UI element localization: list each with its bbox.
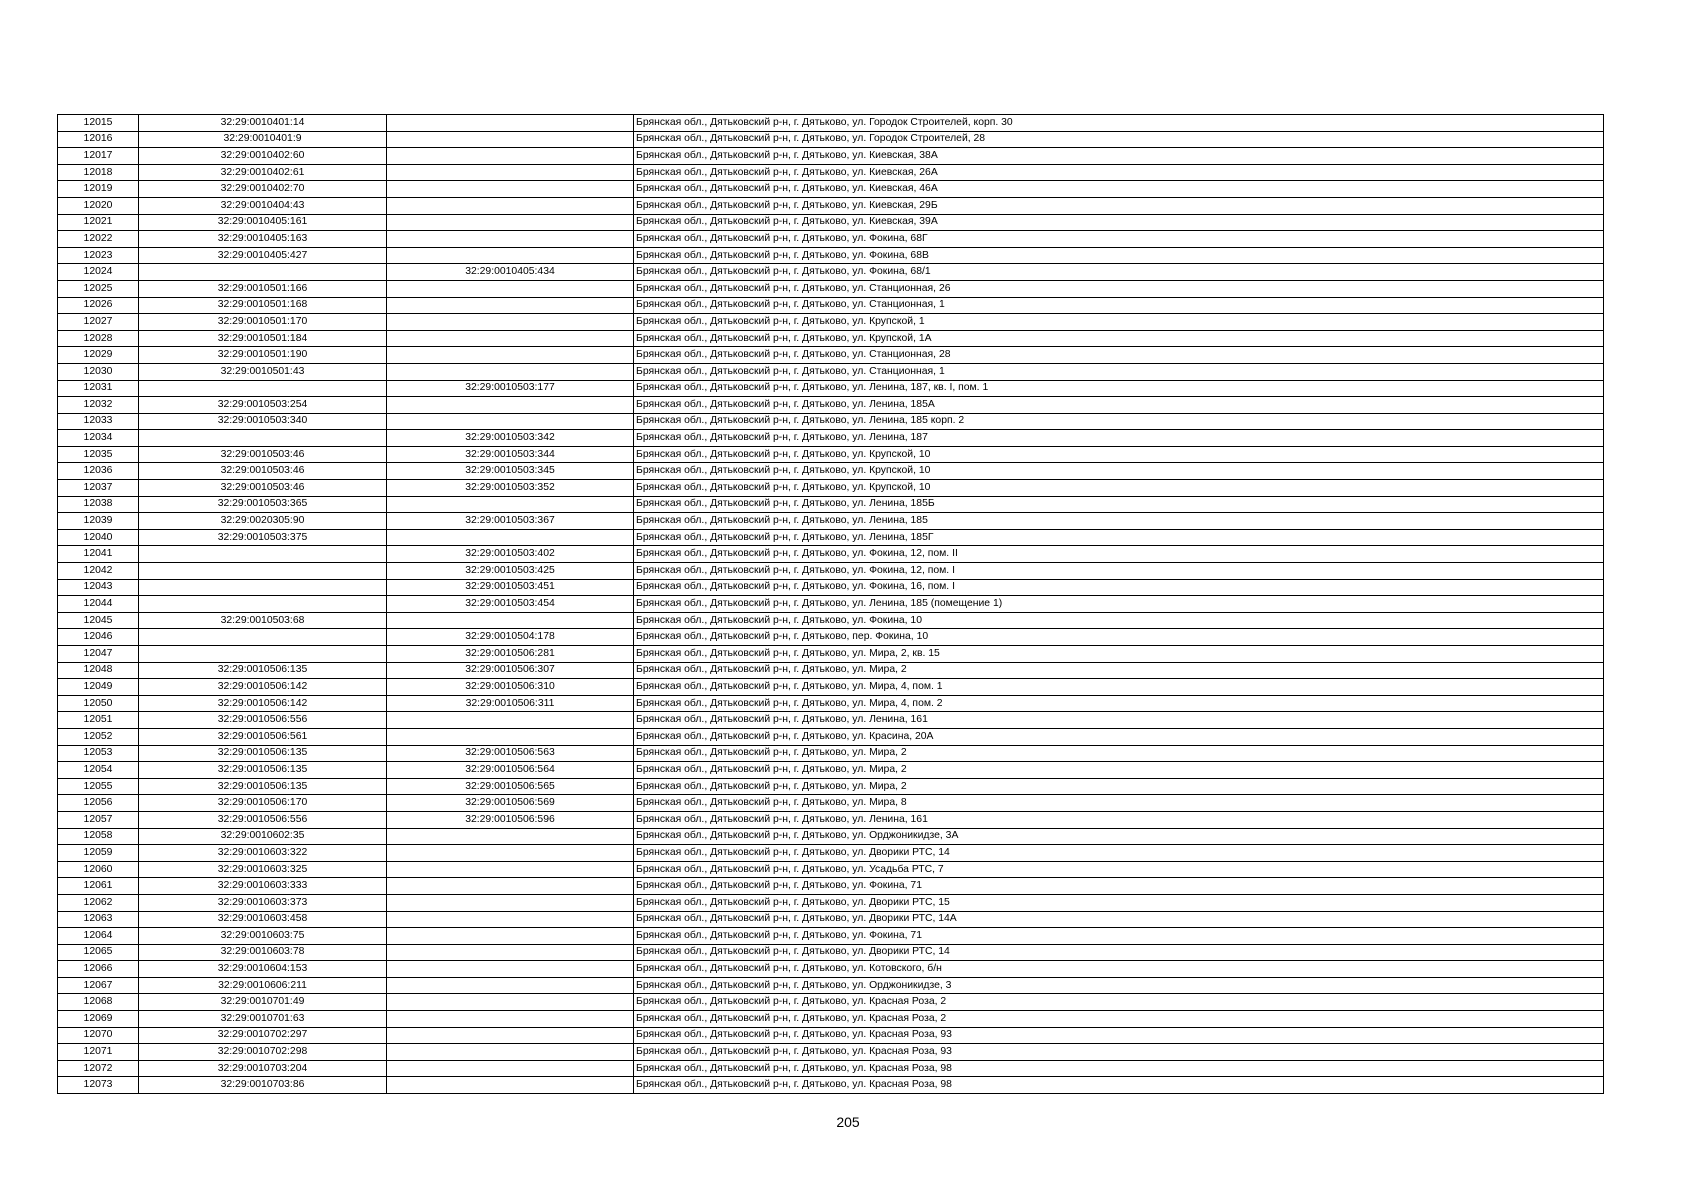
cadastral-number-land — [139, 563, 387, 580]
address: Брянская обл., Дятьковский р-н, г. Дятьково, ул. Красная Роза, 93 — [634, 1027, 1604, 1044]
cadastral-number-land: 32:29:0010503:46 — [139, 463, 387, 480]
address: Брянская обл., Дятьковский р-н, г. Дятьково, ул. Мира, 4, пом. 1 — [634, 679, 1604, 696]
address: Брянская обл., Дятьковский р-н, г. Дятьково, ул. Крупской, 1 — [634, 314, 1604, 331]
cadastral-number-object — [387, 712, 634, 729]
row-number: 12016 — [58, 131, 139, 148]
row-number: 12052 — [58, 728, 139, 745]
table-row — [58, 397, 1604, 414]
cadastral-number-object: 32:29:0010506:310 — [387, 679, 634, 696]
cadastral-number-land: 32:29:0010501:43 — [139, 363, 387, 380]
row-number: 12049 — [58, 679, 139, 696]
row-number: 12022 — [58, 231, 139, 248]
cadastral-number-land: 32:29:0010602:35 — [139, 828, 387, 845]
row-number: 12023 — [58, 247, 139, 264]
row-number: 12058 — [58, 828, 139, 845]
cadastral-number-object: 32:29:0010405:434 — [387, 264, 634, 281]
row-number: 12028 — [58, 330, 139, 347]
cadastral-number-object: 32:29:0010503:345 — [387, 463, 634, 480]
table-row — [58, 795, 1604, 812]
row-number: 12068 — [58, 994, 139, 1011]
address: Брянская обл., Дятьковский р-н, г. Дятьково, ул. Мира, 8 — [634, 795, 1604, 812]
table-row — [58, 845, 1604, 862]
row-number: 12059 — [58, 845, 139, 862]
cadastral-number-land: 32:29:0010603:78 — [139, 944, 387, 961]
row-number: 12072 — [58, 1060, 139, 1077]
cadastral-number-object — [387, 413, 634, 430]
table-row — [58, 363, 1604, 380]
cadastral-number-land: 32:29:0010506:561 — [139, 728, 387, 745]
table-row — [58, 861, 1604, 878]
cadastral-number-land: 32:29:0010501:168 — [139, 297, 387, 314]
cadastral-number-object: 32:29:0010503:342 — [387, 430, 634, 447]
cadastral-number-object: 32:29:0010506:569 — [387, 795, 634, 812]
address: Брянская обл., Дятьковский р-н, г. Дятьково, ул. Дворики РТС, 14 — [634, 944, 1604, 961]
table-body — [58, 115, 1604, 1094]
row-number: 12017 — [58, 148, 139, 165]
address: Брянская обл., Дятьковский р-н, г. Дятьково, ул. Ленина, 185Б — [634, 496, 1604, 513]
address: Брянская обл., Дятьковский р-н, г. Дятьково, ул. Городок Строителей, 28 — [634, 131, 1604, 148]
table-row — [58, 961, 1604, 978]
address: Брянская обл., Дятьковский р-н, г. Дятьково, ул. Фокина, 16, пом. I — [634, 579, 1604, 596]
row-number: 12041 — [58, 546, 139, 563]
address: Брянская обл., Дятьковский р-н, г. Дятьково, ул. Фокина, 12, пом. II — [634, 546, 1604, 563]
cadastral-number-land: 32:29:0010501:166 — [139, 280, 387, 297]
row-number: 12025 — [58, 280, 139, 297]
row-number: 12062 — [58, 894, 139, 911]
cadastral-number-land: 32:29:0010501:190 — [139, 347, 387, 364]
table-row — [58, 115, 1604, 132]
cadastral-number-object — [387, 115, 634, 132]
cadastral-number-land: 32:29:0010603:333 — [139, 878, 387, 895]
table-row — [58, 944, 1604, 961]
cadastral-number-object — [387, 1044, 634, 1061]
cadastral-number-object — [387, 961, 634, 978]
cadastral-number-object — [387, 330, 634, 347]
cadastral-number-object — [387, 363, 634, 380]
address: Брянская обл., Дятьковский р-н, г. Дятьково, ул. Ленина, 185Г — [634, 529, 1604, 546]
cadastral-number-object — [387, 728, 634, 745]
row-number: 12039 — [58, 513, 139, 530]
cadastral-number-object — [387, 529, 634, 546]
address: Брянская обл., Дятьковский р-н, г. Дятьково, ул. Мира, 2 — [634, 778, 1604, 795]
row-number: 12050 — [58, 695, 139, 712]
cadastral-number-object — [387, 131, 634, 148]
row-number: 12038 — [58, 496, 139, 513]
address: Брянская обл., Дятьковский р-н, г. Дятьково, ул. Дворики РТС, 14 — [634, 845, 1604, 862]
cadastral-number-land: 32:29:0010506:170 — [139, 795, 387, 812]
row-number: 12048 — [58, 662, 139, 679]
row-number: 12015 — [58, 115, 139, 132]
table-row — [58, 1027, 1604, 1044]
cadastral-number-object — [387, 977, 634, 994]
row-number: 12063 — [58, 911, 139, 928]
cadastral-number-land: 32:29:0010402:61 — [139, 164, 387, 181]
cadastral-number-land: 32:29:0010503:365 — [139, 496, 387, 513]
cadastral-number-object — [387, 164, 634, 181]
table-row — [58, 894, 1604, 911]
row-number: 12024 — [58, 264, 139, 281]
cadastral-number-land: 32:29:0010405:163 — [139, 231, 387, 248]
table-row — [58, 430, 1604, 447]
cadastral-number-land — [139, 430, 387, 447]
cadastral-number-land: 32:29:0010506:142 — [139, 679, 387, 696]
row-number: 12037 — [58, 480, 139, 497]
table-row — [58, 231, 1604, 248]
address: Брянская обл., Дятьковский р-н, г. Дятьково, ул. Усадьба РТС, 7 — [634, 861, 1604, 878]
address: Брянская обл., Дятьковский р-н, г. Дятьково, ул. Красная Роза, 2 — [634, 994, 1604, 1011]
row-number: 12036 — [58, 463, 139, 480]
table-row — [58, 928, 1604, 945]
address: Брянская обл., Дятьковский р-н, г. Дятьково, ул. Фокина, 10 — [634, 612, 1604, 629]
address: Брянская обл., Дятьковский р-н, г. Дятьково, ул. Киевская, 29Б — [634, 197, 1604, 214]
row-number: 12035 — [58, 446, 139, 463]
table-row — [58, 1044, 1604, 1061]
cadastral-number-land: 32:29:0010503:68 — [139, 612, 387, 629]
cadastral-number-object: 32:29:0010503:177 — [387, 380, 634, 397]
cadastral-number-object — [387, 297, 634, 314]
address: Брянская обл., Дятьковский р-н, г. Дятьково, ул. Киевская, 39А — [634, 214, 1604, 231]
cadastral-number-land: 32:29:0010603:373 — [139, 894, 387, 911]
row-number: 12073 — [58, 1077, 139, 1094]
address: Брянская обл., Дятьковский р-н, г. Дятьково, ул. Красная Роза, 98 — [634, 1077, 1604, 1094]
cadastral-number-land — [139, 380, 387, 397]
row-number: 12029 — [58, 347, 139, 364]
table-row — [58, 994, 1604, 1011]
cadastral-number-object: 32:29:0010503:454 — [387, 596, 634, 613]
address: Брянская обл., Дятьковский р-н, г. Дятьково, ул. Ленина, 185 корп. 2 — [634, 413, 1604, 430]
row-number: 12051 — [58, 712, 139, 729]
row-number: 12046 — [58, 629, 139, 646]
cadastral-number-object — [387, 214, 634, 231]
address: Брянская обл., Дятьковский р-н, г. Дятьково, ул. Городок Строителей, корп. 30 — [634, 115, 1604, 132]
address: Брянская обл., Дятьковский р-н, г. Дятьково, ул. Фокина, 12, пом. I — [634, 563, 1604, 580]
row-number: 12021 — [58, 214, 139, 231]
cadastral-number-land: 32:29:0010503:340 — [139, 413, 387, 430]
table-row — [58, 662, 1604, 679]
cadastral-number-land: 32:29:0010506:556 — [139, 811, 387, 828]
cadastral-number-land: 32:29:0010603:322 — [139, 845, 387, 862]
row-number: 12057 — [58, 811, 139, 828]
cadastral-number-object: 32:29:0010503:451 — [387, 579, 634, 596]
cadastral-number-object — [387, 181, 634, 198]
table-row — [58, 148, 1604, 165]
address: Брянская обл., Дятьковский р-н, г. Дятьково, ул. Ленина, 187, кв. I, пом. 1 — [634, 380, 1604, 397]
cadastral-number-land: 32:29:0010503:46 — [139, 446, 387, 463]
table-row — [58, 1011, 1604, 1028]
table-row — [58, 446, 1604, 463]
cadastral-number-object — [387, 894, 634, 911]
cadastral-register-table — [57, 114, 1604, 1094]
address: Брянская обл., Дятьковский р-н, г. Дятьково, ул. Фокина, 71 — [634, 878, 1604, 895]
cadastral-number-land: 32:29:0010501:170 — [139, 314, 387, 331]
cadastral-number-object — [387, 280, 634, 297]
table-row — [58, 712, 1604, 729]
table-row — [58, 197, 1604, 214]
address: Брянская обл., Дятьковский р-н, г. Дятьково, ул. Дворики РТС, 15 — [634, 894, 1604, 911]
address: Брянская обл., Дятьковский р-н, г. Дятьково, ул. Станционная, 28 — [634, 347, 1604, 364]
table-row — [58, 181, 1604, 198]
row-number: 12065 — [58, 944, 139, 961]
table-row — [58, 214, 1604, 231]
cadastral-number-object — [387, 197, 634, 214]
cadastral-number-land: 32:29:0010603:325 — [139, 861, 387, 878]
row-number: 12040 — [58, 529, 139, 546]
row-number: 12019 — [58, 181, 139, 198]
row-number: 12070 — [58, 1027, 139, 1044]
table-row — [58, 529, 1604, 546]
cadastral-number-land — [139, 629, 387, 646]
row-number: 12042 — [58, 563, 139, 580]
table-row — [58, 762, 1604, 779]
row-number: 12031 — [58, 380, 139, 397]
cadastral-number-land: 32:29:0010506:135 — [139, 778, 387, 795]
cadastral-number-land — [139, 596, 387, 613]
table-row — [58, 977, 1604, 994]
cadastral-number-land: 32:29:0010703:86 — [139, 1077, 387, 1094]
address: Брянская обл., Дятьковский р-н, г. Дятьково, ул. Красная Роза, 93 — [634, 1044, 1604, 1061]
table-row — [58, 629, 1604, 646]
address: Брянская обл., Дятьковский р-н, г. Дятьково, ул. Ленина, 185 (помещение 1) — [634, 596, 1604, 613]
cadastral-number-object — [387, 397, 634, 414]
row-number: 12053 — [58, 745, 139, 762]
cadastral-number-land: 32:29:0010401:14 — [139, 115, 387, 132]
table-row — [58, 679, 1604, 696]
address: Брянская обл., Дятьковский р-н, г. Дятьково, ул. Ленина, 185 — [634, 513, 1604, 530]
cadastral-number-object: 32:29:0010506:311 — [387, 695, 634, 712]
cadastral-number-land: 32:29:0010405:161 — [139, 214, 387, 231]
cadastral-number-land: 32:29:0010501:184 — [139, 330, 387, 347]
row-number: 12026 — [58, 297, 139, 314]
cadastral-number-object: 32:29:0010504:178 — [387, 629, 634, 646]
address: Брянская обл., Дятьковский р-н, г. Дятьково, ул. Красная Роза, 98 — [634, 1060, 1604, 1077]
address: Брянская обл., Дятьковский р-н, г. Дятьково, ул. Ленина, 187 — [634, 430, 1604, 447]
row-number: 12067 — [58, 977, 139, 994]
table-row — [58, 546, 1604, 563]
address: Брянская обл., Дятьковский р-н, г. Дятьково, ул. Мира, 2, кв. 15 — [634, 646, 1604, 663]
cadastral-number-object: 32:29:0010503:352 — [387, 480, 634, 497]
address: Брянская обл., Дятьковский р-н, г. Дятьково, ул. Крупской, 10 — [634, 480, 1604, 497]
cadastral-number-object: 32:29:0010503:425 — [387, 563, 634, 580]
table-row — [58, 131, 1604, 148]
table-row — [58, 878, 1604, 895]
table-row — [58, 828, 1604, 845]
table-row — [58, 778, 1604, 795]
row-number: 12018 — [58, 164, 139, 181]
row-number: 12044 — [58, 596, 139, 613]
address: Брянская обл., Дятьковский р-н, г. Дятьково, ул. Крупской, 10 — [634, 446, 1604, 463]
address: Брянская обл., Дятьковский р-н, г. Дятьково, ул. Мира, 4, пом. 2 — [634, 695, 1604, 712]
cadastral-number-land: 32:29:0020305:90 — [139, 513, 387, 530]
cadastral-number-land: 32:29:0010604:153 — [139, 961, 387, 978]
row-number: 12069 — [58, 1011, 139, 1028]
table-row — [58, 480, 1604, 497]
table-row — [58, 380, 1604, 397]
cadastral-number-object: 32:29:0010506:564 — [387, 762, 634, 779]
cadastral-number-object: 32:29:0010506:565 — [387, 778, 634, 795]
table-row — [58, 413, 1604, 430]
row-number: 12061 — [58, 878, 139, 895]
cadastral-number-land: 32:29:0010703:204 — [139, 1060, 387, 1077]
cadastral-number-object — [387, 878, 634, 895]
address: Брянская обл., Дятьковский р-н, г. Дятьково, ул. Мира, 2 — [634, 745, 1604, 762]
cadastral-number-object — [387, 845, 634, 862]
table-row — [58, 330, 1604, 347]
cadastral-number-object: 32:29:0010503:344 — [387, 446, 634, 463]
cadastral-number-land: 32:29:0010503:46 — [139, 480, 387, 497]
row-number: 12066 — [58, 961, 139, 978]
cadastral-number-object: 32:29:0010503:402 — [387, 546, 634, 563]
address: Брянская обл., Дятьковский р-н, г. Дятьково, ул. Ленина, 185А — [634, 397, 1604, 414]
row-number: 12047 — [58, 646, 139, 663]
cadastral-number-land: 32:29:0010402:70 — [139, 181, 387, 198]
row-number: 12045 — [58, 612, 139, 629]
table-row — [58, 1060, 1604, 1077]
cadastral-number-object: 32:29:0010506:596 — [387, 811, 634, 828]
cadastral-number-land — [139, 546, 387, 563]
row-number: 12033 — [58, 413, 139, 430]
table-row — [58, 911, 1604, 928]
row-number: 12056 — [58, 795, 139, 812]
cadastral-number-object — [387, 496, 634, 513]
row-number: 12054 — [58, 762, 139, 779]
cadastral-number-land: 32:29:0010401:9 — [139, 131, 387, 148]
table-row — [58, 695, 1604, 712]
cadastral-number-land: 32:29:0010503:375 — [139, 529, 387, 546]
address: Брянская обл., Дятьковский р-н, г. Дятьково, ул. Фокина, 68Г — [634, 231, 1604, 248]
address: Брянская обл., Дятьковский р-н, г. Дятьково, ул. Киевская, 26А — [634, 164, 1604, 181]
address: Брянская обл., Дятьковский р-н, г. Дятьково, ул. Орджоникидзе, 3 — [634, 977, 1604, 994]
table-row — [58, 563, 1604, 580]
cadastral-number-object — [387, 1060, 634, 1077]
cadastral-number-land — [139, 579, 387, 596]
row-number: 12043 — [58, 579, 139, 596]
address: Брянская обл., Дятьковский р-н, г. Дятьково, пер. Фокина, 10 — [634, 629, 1604, 646]
cadastral-number-object — [387, 347, 634, 364]
address: Брянская обл., Дятьковский р-н, г. Дятьково, ул. Станционная, 1 — [634, 297, 1604, 314]
row-number: 12030 — [58, 363, 139, 380]
cadastral-number-object — [387, 911, 634, 928]
page-number: 205 — [836, 1114, 860, 1130]
cadastral-number-land: 32:29:0010402:60 — [139, 148, 387, 165]
address: Брянская обл., Дятьковский р-н, г. Дятьково, ул. Красина, 20А — [634, 728, 1604, 745]
cadastral-number-land: 32:29:0010506:135 — [139, 662, 387, 679]
address: Брянская обл., Дятьковский р-н, г. Дятьково, ул. Крупской, 1А — [634, 330, 1604, 347]
cadastral-number-land — [139, 646, 387, 663]
cadastral-number-land: 32:29:0010503:254 — [139, 397, 387, 414]
table-row — [58, 579, 1604, 596]
address: Брянская обл., Дятьковский р-н, г. Дятьково, ул. Дворики РТС, 14А — [634, 911, 1604, 928]
address: Брянская обл., Дятьковский р-н, г. Дятьково, ул. Фокина, 68/1 — [634, 264, 1604, 281]
address: Брянская обл., Дятьковский р-н, г. Дятьково, ул. Ленина, 161 — [634, 712, 1604, 729]
table-row — [58, 297, 1604, 314]
table-row — [58, 347, 1604, 364]
cadastral-number-land: 32:29:0010701:63 — [139, 1011, 387, 1028]
cadastral-number-land: 32:29:0010702:298 — [139, 1044, 387, 1061]
cadastral-number-land: 32:29:0010506:135 — [139, 745, 387, 762]
cadastral-number-object — [387, 1027, 634, 1044]
address: Брянская обл., Дятьковский р-н, г. Дятьково, ул. Красная Роза, 2 — [634, 1011, 1604, 1028]
cadastral-number-object — [387, 928, 634, 945]
cadastral-number-object — [387, 944, 634, 961]
cadastral-number-object — [387, 314, 634, 331]
cadastral-number-land: 32:29:0010702:297 — [139, 1027, 387, 1044]
cadastral-number-object — [387, 247, 634, 264]
row-number: 12071 — [58, 1044, 139, 1061]
cadastral-number-object — [387, 612, 634, 629]
table-row — [58, 164, 1604, 181]
row-number: 12020 — [58, 197, 139, 214]
address: Брянская обл., Дятьковский р-н, г. Дятьково, ул. Станционная, 26 — [634, 280, 1604, 297]
address: Брянская обл., Дятьковский р-н, г. Дятьково, ул. Фокина, 71 — [634, 928, 1604, 945]
row-number: 12060 — [58, 861, 139, 878]
cadastral-number-object — [387, 828, 634, 845]
row-number: 12032 — [58, 397, 139, 414]
table-row — [58, 1077, 1604, 1094]
table-row — [58, 513, 1604, 530]
cadastral-number-land: 32:29:0010603:75 — [139, 928, 387, 945]
address: Брянская обл., Дятьковский р-н, г. Дятьково, ул. Котовского, б/н — [634, 961, 1604, 978]
address: Брянская обл., Дятьковский р-н, г. Дятьково, ул. Станционная, 1 — [634, 363, 1604, 380]
cadastral-number-object — [387, 148, 634, 165]
cadastral-number-object — [387, 1077, 634, 1094]
table-row — [58, 314, 1604, 331]
table-row — [58, 728, 1604, 745]
cadastral-number-land: 32:29:0010405:427 — [139, 247, 387, 264]
cadastral-number-object — [387, 231, 634, 248]
table-row — [58, 646, 1604, 663]
cadastral-number-object: 32:29:0010503:367 — [387, 513, 634, 530]
cadastral-number-object: 32:29:0010506:307 — [387, 662, 634, 679]
cadastral-number-object: 32:29:0010506:563 — [387, 745, 634, 762]
row-number: 12055 — [58, 778, 139, 795]
address: Брянская обл., Дятьковский р-н, г. Дятьково, ул. Крупской, 10 — [634, 463, 1604, 480]
table-row — [58, 745, 1604, 762]
row-number: 12064 — [58, 928, 139, 945]
cadastral-number-land: 32:29:0010606:211 — [139, 977, 387, 994]
table-row — [58, 463, 1604, 480]
cadastral-number-land: 32:29:0010506:556 — [139, 712, 387, 729]
table-row — [58, 811, 1604, 828]
address: Брянская обл., Дятьковский р-н, г. Дятьково, ул. Мира, 2 — [634, 762, 1604, 779]
cadastral-number-object — [387, 994, 634, 1011]
cadastral-number-land: 32:29:0010404:43 — [139, 197, 387, 214]
table-row — [58, 264, 1604, 281]
cadastral-number-land — [139, 264, 387, 281]
cadastral-number-land: 32:29:0010506:135 — [139, 762, 387, 779]
table-row — [58, 247, 1604, 264]
address: Брянская обл., Дятьковский р-н, г. Дятьково, ул. Ленина, 161 — [634, 811, 1604, 828]
row-number: 12027 — [58, 314, 139, 331]
cadastral-number-object — [387, 1011, 634, 1028]
table-row — [58, 612, 1604, 629]
row-number: 12034 — [58, 430, 139, 447]
cadastral-number-object: 32:29:0010506:281 — [387, 646, 634, 663]
address: Брянская обл., Дятьковский р-н, г. Дятьково, ул. Мира, 2 — [634, 662, 1604, 679]
cadastral-number-land: 32:29:0010603:458 — [139, 911, 387, 928]
table-row — [58, 496, 1604, 513]
cadastral-number-object — [387, 861, 634, 878]
address: Брянская обл., Дятьковский р-н, г. Дятьково, ул. Фокина, 68В — [634, 247, 1604, 264]
table-row — [58, 280, 1604, 297]
table-row — [58, 596, 1604, 613]
address: Брянская обл., Дятьковский р-н, г. Дятьково, ул. Киевская, 38А — [634, 148, 1604, 165]
address: Брянская обл., Дятьковский р-н, г. Дятьково, ул. Киевская, 46А — [634, 181, 1604, 198]
address: Брянская обл., Дятьковский р-н, г. Дятьково, ул. Орджоникидзе, 3А — [634, 828, 1604, 845]
cadastral-number-land: 32:29:0010701:49 — [139, 994, 387, 1011]
cadastral-number-land: 32:29:0010506:142 — [139, 695, 387, 712]
